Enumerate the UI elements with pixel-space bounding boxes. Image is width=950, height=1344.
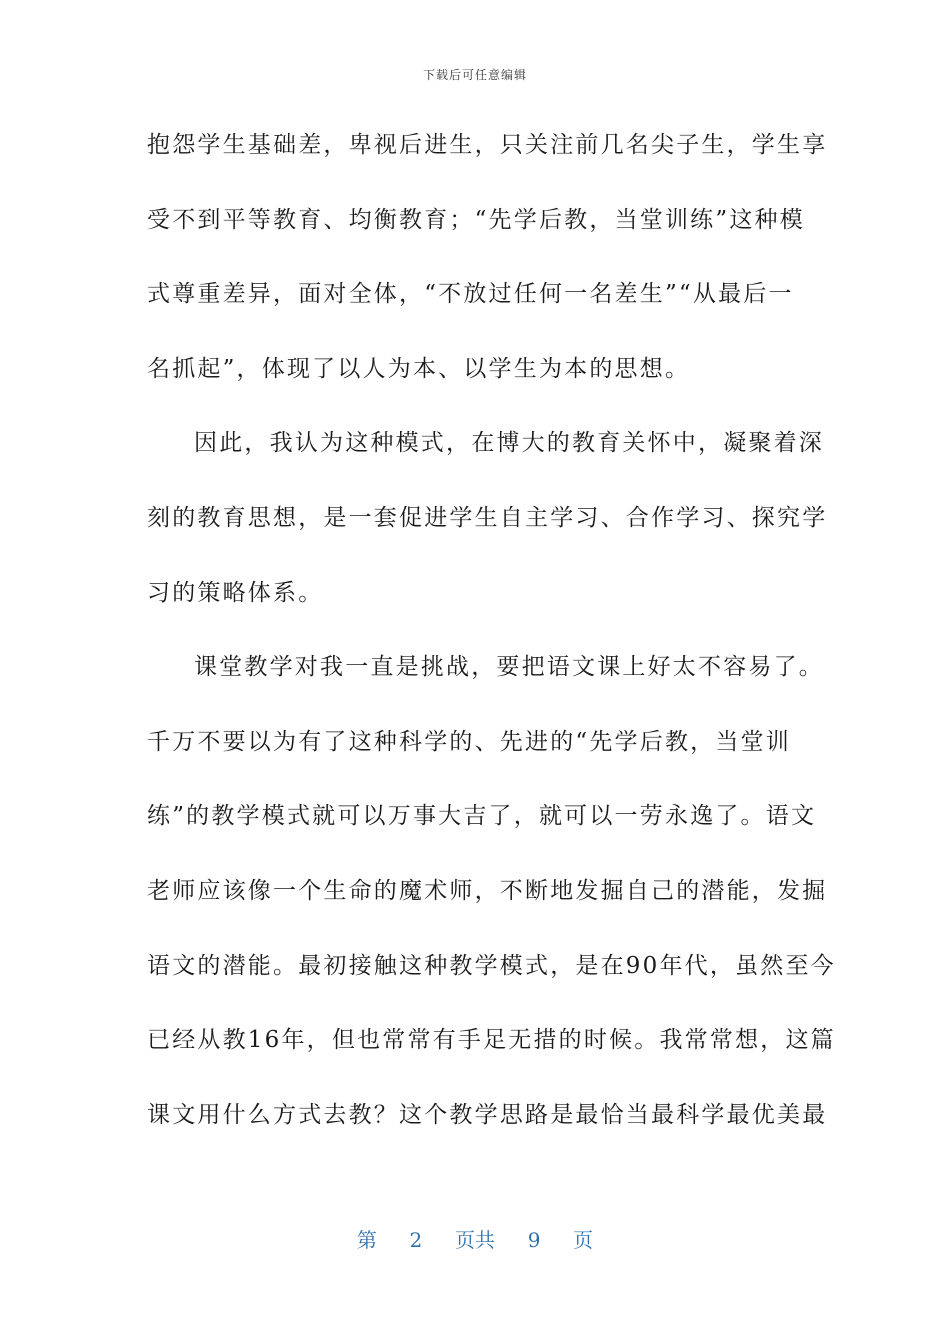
footer-prefix: 第 bbox=[356, 1228, 377, 1252]
text-line: 语文的潜能。最初接触这种教学模式，是在90年代，虽然至今 bbox=[147, 952, 836, 979]
footer-middle: 页共 bbox=[455, 1228, 495, 1252]
text-line: 习的策略体系。 bbox=[147, 579, 324, 606]
body-text bbox=[147, 122, 836, 1166]
page-footer bbox=[0, 1224, 950, 1253]
text-line: 刻的教育思想，是一套促进学生自主学习、合作学习、探究学 bbox=[147, 504, 828, 531]
text-line: 课堂教学对我一直是挑战，要把语文课上好太不容易了。 bbox=[194, 654, 824, 681]
text-line: 千万不要以为有了这种科学的、先进的“先学后教，当堂训 bbox=[147, 728, 791, 755]
text-line: 课文用什么方式去教？这个教学思路是最恰当最科学最优美最 bbox=[147, 1101, 828, 1128]
text-line: 因此，我认为这种模式，在博大的教育关怀中，凝聚着深 bbox=[194, 430, 824, 457]
footer-suffix: 页 bbox=[573, 1228, 594, 1252]
text-line: 抱怨学生基础差，卑视后进生，只关注前几名尖子生，学生享 bbox=[147, 132, 828, 158]
text-line: 受不到平等教育、均衡教育；“先学后教，当堂训练”这种模 bbox=[147, 206, 805, 233]
text-line: 老师应该像一个生命的魔术师，不断地发掘自己的潜能，发掘 bbox=[147, 877, 828, 904]
footer-current-page: 2 bbox=[409, 1228, 423, 1252]
text-line: 名抓起”，体现了以人为本、以学生为本的思想。 bbox=[147, 355, 691, 382]
text-line: 式尊重差异，面对全体，“不放过任何一名差生”“从最后一 bbox=[147, 281, 794, 308]
header-note: 下载后可任意编辑 bbox=[422, 68, 527, 82]
text-line: 练”的教学模式就可以万事大吉了，就可以一劳永逸了。语文 bbox=[147, 803, 817, 830]
text-line: 已经从教16年，但也常常有手足无措的时候。我常常想，这篇 bbox=[147, 1027, 836, 1054]
footer-total-pages: 9 bbox=[527, 1228, 541, 1252]
